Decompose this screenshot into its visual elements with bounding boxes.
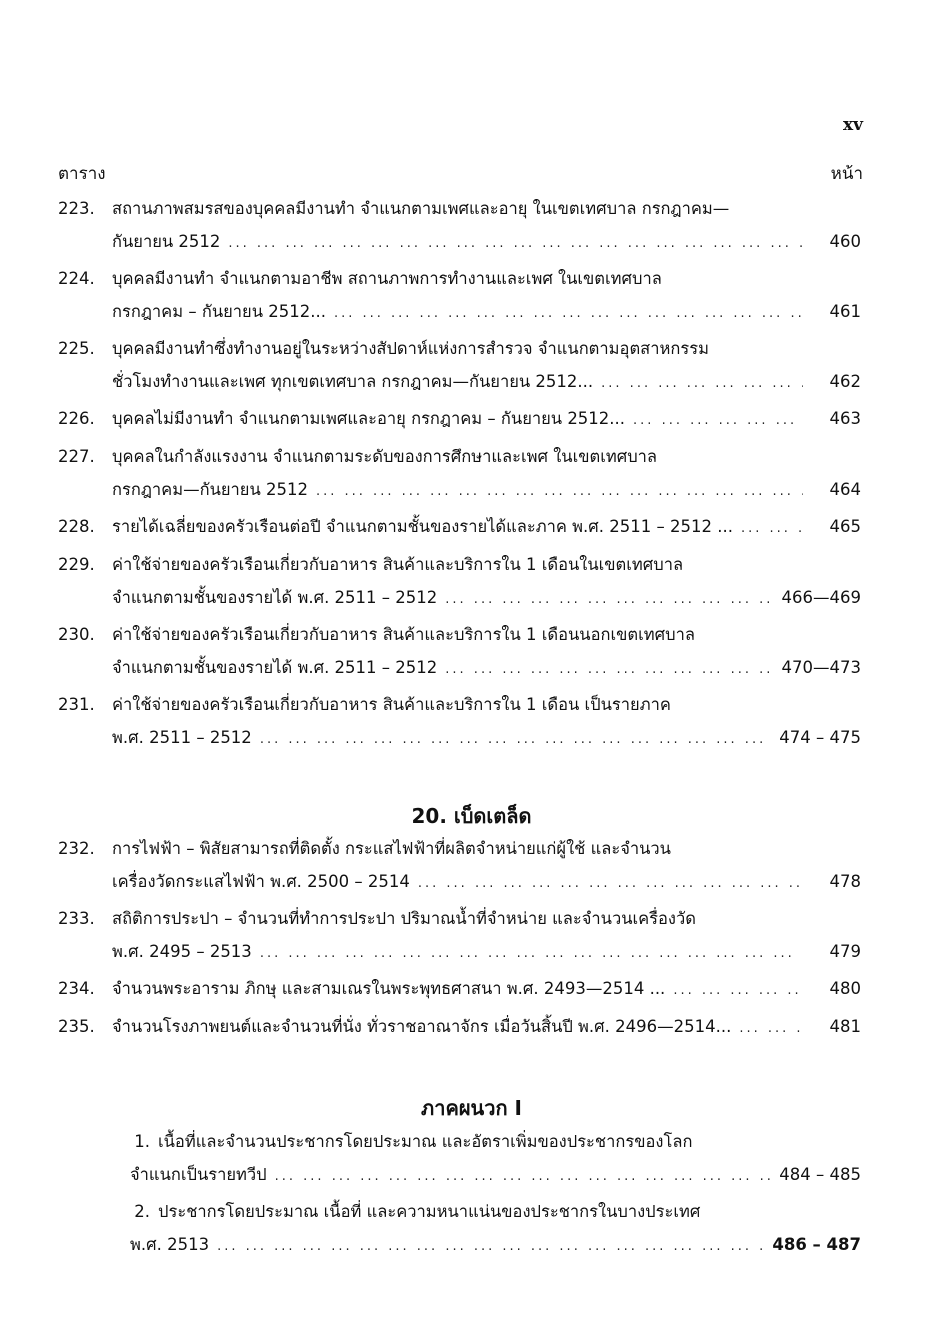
dot-leader <box>601 368 803 400</box>
entry-number: 231. <box>58 695 95 714</box>
entry-page: 474 – 475 <box>779 728 861 747</box>
entry-title: การไฟฟ้า – พิสัยสามารถที่ติดตั้ง กระแสไฟฟ้าที่ผลิตจำหน่ายแก่ผู้ใช้ และจำนวน <box>112 839 671 858</box>
entry-number: 226. <box>58 409 95 428</box>
toc-entry[interactable] <box>58 510 861 544</box>
entry-page: 463 <box>829 409 861 428</box>
entry-title: บุคคลในกำลังแรงงาน จำแนกตามระดับของการศึกษาและเพศ ในเขตเทศบาล <box>112 447 658 466</box>
entry-title: จำนวนพระอาราม ภิกษุ และสามเณรในพระพุทธศาสนา พ.ศ. 2493—2514 ... <box>112 979 666 998</box>
entry-number: 223. <box>58 199 95 218</box>
entry-number: 230. <box>58 625 95 644</box>
dot-leader <box>228 228 803 260</box>
toc-entry[interactable] <box>58 192 861 258</box>
entry-page: 484 – 485 <box>779 1165 861 1184</box>
section-heading: 20. เบ็ดเตล็ด <box>411 804 532 828</box>
entry-title: ค่าใช้จ่ายของครัวเรือนเกี่ยวกับอาหาร สินค้าและบริการใน 1 เดือนในเขตเทศบาล <box>112 555 684 574</box>
entry-page: 461 <box>829 302 861 321</box>
toc-entry[interactable] <box>58 688 861 754</box>
dot-leader <box>316 476 803 508</box>
entry-page: 470—473 <box>781 658 861 677</box>
entry-title: บุคคลมีงานทำ จำแนกตามอาชีพ สถานภาพการทำงานและเพศ ในเขตเทศบาล <box>112 269 662 288</box>
entry-title-cont: พ.ศ. 2511 – 2512 <box>112 728 252 747</box>
toc-entry[interactable] <box>58 402 861 436</box>
table-list <box>58 192 861 758</box>
entry-number: 232. <box>58 839 95 858</box>
entry-page: 478 <box>829 872 861 891</box>
entry-page: 465 <box>829 517 861 536</box>
entry-page: 462 <box>829 372 861 391</box>
entry-number: 224. <box>58 269 95 288</box>
section20-table-list <box>58 832 861 1048</box>
dot-leader <box>633 404 803 438</box>
appendix-heading: ภาคผนวก I <box>421 1096 522 1120</box>
entry-number: 228. <box>58 517 95 536</box>
page-number: xv <box>842 115 863 135</box>
entry-page: 466—469 <box>781 588 861 607</box>
column-header-page: หน้า <box>830 164 863 184</box>
dot-leader <box>673 974 803 1008</box>
entry-title-cont: จำแนกตามชั้นของรายได้ พ.ศ. 2511 – 2512 <box>112 588 438 607</box>
entry-title: เนื้อที่และจำนวนประชากรโดยประมาณ และอัตราเพิ่มของประชากรของโลก <box>158 1132 693 1151</box>
dot-leader <box>739 1012 803 1046</box>
toc-entry[interactable] <box>58 548 861 614</box>
entry-number: 235. <box>58 1017 95 1036</box>
entry-title-cont: จำแนกเป็นรายทวีป <box>130 1165 267 1184</box>
entry-title: สถานภาพสมรสของบุคคลมีงานทำ จำแนกตามเพศและอายุ ในเขตเทศบาล กรกฎาคม— <box>112 199 730 218</box>
entry-number: 225. <box>58 339 95 358</box>
entry-number: 2. <box>134 1202 150 1221</box>
toc-entry[interactable] <box>58 902 861 968</box>
dot-leader <box>741 512 803 546</box>
entry-page: 464 <box>829 480 861 499</box>
toc-entry[interactable] <box>58 440 861 506</box>
entry-number: 234. <box>58 979 95 998</box>
entry-page: 486 – 487 <box>772 1235 861 1254</box>
dot-leader <box>445 654 773 686</box>
entry-title: ค่าใช้จ่ายของครัวเรือนเกี่ยวกับอาหาร สินค้าและบริการใน 1 เดือน เป็นรายภาค <box>112 695 671 714</box>
toc-entry[interactable] <box>58 1010 861 1044</box>
entry-title-cont: กรกฎาคม—กันยายน 2512 <box>112 480 308 499</box>
entry-page: 480 <box>829 979 861 998</box>
entry-title-cont: ชั่วโมงทำงานและเพศ ทุกเขตเทศบาล กรกฎาคม—กันยายน 2512... <box>112 372 594 391</box>
toc-entry[interactable] <box>58 618 861 684</box>
entry-title: จำนวนโรงภาพยนต์และจำนวนที่นั่ง ทั่วราชอาณาจักร เมื่อวันสิ้นปี พ.ศ. 2496—2514... <box>112 1017 732 1036</box>
toc-entry[interactable] <box>58 1195 861 1261</box>
dot-leader <box>217 1231 764 1263</box>
entry-page: 460 <box>829 232 861 251</box>
entry-number: 227. <box>58 447 95 466</box>
entry-title-cont: กรกฎาคม – กันยายน 2512... <box>112 302 326 321</box>
entry-number: 1. <box>134 1132 150 1151</box>
entry-title: สถิติการประปา – จำนวนที่ทำการประปา ปริมาณน้ำที่จำหน่าย และจำนวนเครื่องวัด <box>112 909 696 928</box>
entry-number: 229. <box>58 555 95 574</box>
dot-leader <box>260 938 803 970</box>
toc-entry[interactable] <box>58 262 861 328</box>
entry-title: ประชากรโดยประมาณ เนื้อที่ และความหนาแน่นของประชากรในบางประเทศ <box>158 1202 701 1221</box>
dot-leader <box>445 584 773 616</box>
entry-title-cont: กันยายน 2512 <box>112 232 221 251</box>
dot-leader <box>275 1161 772 1193</box>
toc-entry[interactable] <box>58 332 861 398</box>
column-headers <box>58 160 863 187</box>
entry-title: บุคคลมีงานทำซึ่งทำงานอยู่ในระหว่างสัปดาห์แห่งการสำรวจ จำแนกตามอุตสาหกรรม <box>112 339 709 358</box>
dot-leader <box>260 724 771 756</box>
entry-page: 481 <box>829 1017 861 1036</box>
column-header-table: ตาราง <box>58 164 106 184</box>
entry-page: 479 <box>829 942 861 961</box>
entry-title-cont: เครื่องวัดกระแสไฟฟ้า พ.ศ. 2500 – 2514 <box>112 872 410 891</box>
entry-title-cont: พ.ศ. 2513 <box>130 1235 210 1254</box>
entry-title: รายได้เฉลี่ยของครัวเรือนต่อปี จำแนกตามชั้นของรายได้และภาค พ.ศ. 2511 – 2512 ... <box>112 517 733 536</box>
entry-title-cont: พ.ศ. 2495 – 2513 <box>112 942 252 961</box>
toc-entry[interactable] <box>58 972 861 1006</box>
appendix-list <box>58 1125 861 1265</box>
toc-entry[interactable] <box>58 1125 861 1191</box>
entry-title: บุคคลไม่มีงานทำ จำแนกตามเพศและอายุ กรกฎาคม – กันยายน 2512... <box>112 409 626 428</box>
dot-leader <box>418 868 803 900</box>
entry-number: 233. <box>58 909 95 928</box>
entry-title: ค่าใช้จ่ายของครัวเรือนเกี่ยวกับอาหาร สินค้าและบริการใน 1 เดือนนอกเขตเทศบาล <box>112 625 695 644</box>
dot-leader <box>334 298 803 330</box>
toc-entry[interactable] <box>58 832 861 898</box>
entry-title-cont: จำแนกตามชั้นของรายได้ พ.ศ. 2511 – 2512 <box>112 658 438 677</box>
